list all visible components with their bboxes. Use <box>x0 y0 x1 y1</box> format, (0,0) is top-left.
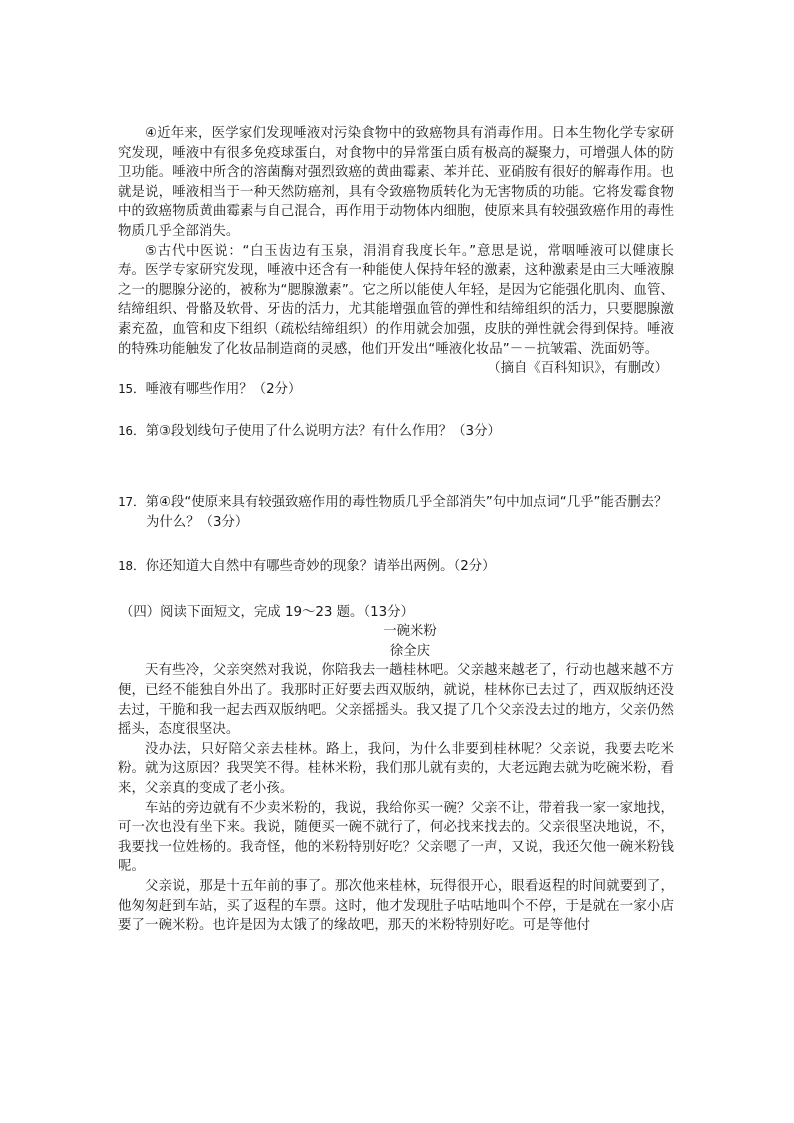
question-number: 16． <box>118 423 146 439</box>
question-15 <box>118 379 674 400</box>
answer-space <box>118 399 674 421</box>
question-16 <box>118 421 674 442</box>
question-text: 你还知道大自然中有哪些奇妙的现象？请举出两例。（2分） <box>145 559 496 575</box>
story-author: 徐全庆 <box>389 643 431 659</box>
question-number: 15． <box>118 380 146 396</box>
story-paragraph: 车站的旁边就有不少卖米粉的，我说，我给你买一碗？父亲不让，带着我一家一家地找，可一次也没有坐下来。我说，随便买一碗不就行了，何必找来找去的。父亲很坚决地说，不，我要找一位姓杨的。我奇怪，他的米粉特别好吃？父亲嗯了一声，又说，我还欠他一碗米粉钱呢。 <box>118 800 674 875</box>
answer-space <box>118 532 674 556</box>
story-paragraph: 天有些冷，父亲突然对我说，你陪我去一趟桂林吧。父亲越来越老了，行动也越来越不方便，已经不能独自外出了。我那时正好要去西双版纳，就说，桂林你已去过了，西双版纳还没去过，干脆和我一起去西双版纳吧。父亲摇摇头。我又提了几个父亲没去过的地方，父亲仍然摇头，态度很坚决。 <box>118 663 674 738</box>
question-17 <box>118 492 674 532</box>
question-18 <box>118 556 674 577</box>
question-text: 第④段“使原来具有较强致癌作用的毒性物质几乎全部消失”句中加点词“几乎”能否删去？为什么？（3分） <box>145 494 668 530</box>
answer-space <box>118 442 674 492</box>
passage-paragraph-5: ⑤古代中医说：“白玉齿边有玉泉，涓涓育我度长年。”意思是说，常咽唾液可以健康长寿。医学专家研究发现，唾液中还含有一种能使人保持年轻的激素，这种激素是由三大唾液腺之一的腮腺分泌的，被称为“腮腺激素”。它之所以能使人年轻，是因为它能强化肌肉、血管、结缔组织、骨骼及软骨、牙齿的活力，尤其能增强血管的弹性和结缔组织的活力，只要腮腺激素充盈，血管和皮下组织（疏松结缔组织）的作用就会加强，皮肤的弹性就会得到保持。唾液的特殊功能触发了化妆品制造商的灵感，他们开发出“唾液化妆品”－－抗皱霜、洗面奶等。 <box>118 243 674 357</box>
page-content <box>118 124 674 936</box>
section-4-heading: （四）阅读下面短文，完成 19～23 题。（13分） <box>120 604 414 620</box>
story-paragraph: 没办法，只好陪父亲去桂林。路上，我问，为什么非要到桂林呢？父亲说，我要去吃米粉。就为这原因？我哭笑不得。桂林米粉，我们那儿就有卖的，大老远跑去就为吃碗米粉，看来，父亲真的变成了老小孩。 <box>118 741 674 797</box>
question-number: 17． <box>118 493 146 509</box>
question-text: 第③段划线句子使用了什么说明方法？有什么作用？（3分） <box>145 424 501 440</box>
story-title: 一碗米粉 <box>383 624 437 640</box>
passage-paragraph-4: ④近年来，医学家们发现唾液对污染食物中的致癌物具有消毒作用。日本生物化学专家研究发现，唾液中有很多免疫球蛋白，对食物中的异常蛋白质有极高的凝聚力，可增强人体的防卫功能。唾液中所含的溶菌酶对强烈致癌的黄曲霉素、苯并芘、亚硝胺有很好的解毒作用。也就是说，唾液相当于一种天然防癌剂，具有令致癌物质转化为无害物质的功能。它将发霉食物中的致癌物质黄曲霉素与自己混合，再作用于动物体内细胞，使原来具有较强致癌作用的毒性物质几乎全部消失。 <box>118 126 674 239</box>
question-text: 唾液有哪些作用？（2分） <box>145 381 302 397</box>
question-number: 18． <box>118 558 146 574</box>
answer-space <box>118 577 674 603</box>
source-citation: （摘自《百科知识》，有删改） <box>487 361 668 377</box>
story-paragraph: 父亲说，那是十五年前的事了。那次他来桂林，玩得很开心，眼看返程的时间就要到了，他匆匆赶到车站，买了返程的车票。这时，他才发现肚子咕咕地叫个不停，于是就在一家小店要了一碗米粉。也许是因为太饿了的缘故吧，那天的米粉特别好吃。可是等他付 <box>118 879 674 934</box>
